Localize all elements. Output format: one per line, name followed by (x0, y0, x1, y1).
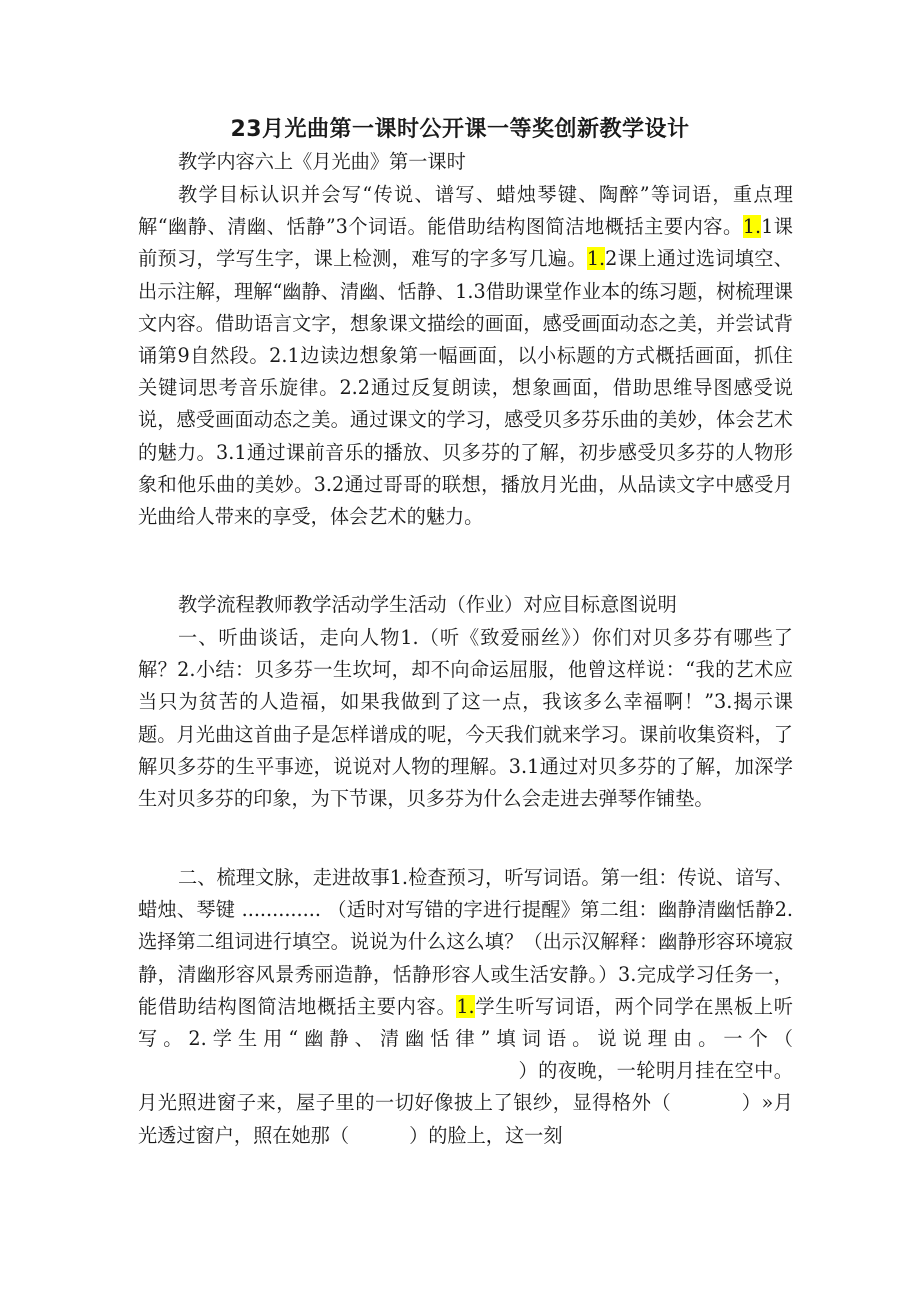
flow-header-text: 教学流程教师教学活动学生活动（作业）对应目标意图说明 (178, 593, 677, 616)
section-2-text-6: ）的脸上，这一刻 (409, 1123, 563, 1147)
section-2-text-4: ）的夜晚，一轮明月挂在空中。月光照进窗子来，屋子里的一切好像披上了银纱，显得格外（ (138, 1059, 793, 1115)
objectives-text-3: 2课上通过选词填空、出示注解，理解“幽静、清幽、恬静、1.3借助课堂作业本的练习题，树梳理课文内容。借助语言文字，想象课文描绘的画面，感受画面动态之美，并尝试背诵第9自然段。2.1边读边想象第一幅画面，以小标题的方式概括画面，抓住关键词思考音乐旋律。2.2通过反复朗读，想象画面，借助思维导图感受说说，感受画面动态之美。通过课文的学习，感受贝多芬乐曲的美妙，体会艺术的魅力。3.1通过课前音乐的播放、贝多芬的了解，初步感受贝多芬的人物形象和他乐曲的美妙。3.2通过哥哥的联想，播放月光曲，从品读文字中感受月光曲给人带来的享受，体会艺术的魅力。 (138, 247, 793, 529)
section-2-text-5: ）»月光透过窗户，照在她那（ (138, 1091, 793, 1147)
teaching-flow-header (138, 589, 793, 621)
teaching-objectives-paragraph (138, 179, 793, 533)
teaching-content-text: 教学内容六上《月光曲》第一课时 (178, 150, 466, 173)
section-2-text-2: （适时对写错的字进行提醒》第二组：幽静清幽恬静2.选择第二组词进行填空。说说为什么这么填？（出示汉解释：幽静形容环境寂静，清幽形容风景秀丽造静，恬静形容人或生活安静。）3.完成学习任务一，能借助结构图简洁地概括主要内容。 (138, 898, 794, 1018)
objectives-text-2: 1课前预习，学写生字，课上检测，难写的字多写几遍。 (138, 215, 793, 271)
highlight-marker: 1. (586, 247, 606, 271)
highlight-marker: 1. (456, 994, 475, 1018)
section-1-paragraph (138, 622, 793, 815)
document-title: 23月光曲第一课时公开课一等奖创新教学设计 (230, 117, 690, 142)
objectives-text-1: 教学目标认识并会写“传说、谱写、蜡烛琴键、陶醉”等词语，重点理解“幽静、清幽、恬静”3个词语。能借助结构图简洁地概括主要内容。 (138, 183, 793, 239)
highlight-marker: 1. (742, 215, 762, 239)
section-1-text: 一、听曲谈话，走向人物1.（听《致爱丽丝》）你们对贝多芬有哪些了解？2.小结：贝多芬一生坎坷，却不向命运屈服，他曾这样说：“我的艺术应当只为贫苦的人造福，如果我做到了这一点，我该多么幸福啊！”3.揭示课题。月光曲这首曲子是怎样谱成的呢，今天我们就来学习。课前收集资料，了解贝多芬的生平事迹，说说对人物的理解。3.1通过对贝多芬的了解，加深学生对贝多芬的印象，为下节课，贝多芬为什么会走进去弹琴作铺垫。 (138, 626, 793, 811)
section-2-text-3: 学生听写词语，两个同学在黑板上听写。2.学生用“幽静、清幽恬律”填词语。说说理由。一个（ (138, 994, 793, 1051)
teaching-content-line (138, 146, 793, 178)
dot-leader: ............. (235, 898, 328, 922)
section-2-paragraph (138, 862, 793, 1152)
section-2-text-1: 二、梳理文脉，走进故事1.检查预习，听写词语。第一组：传说、谙写、蜡烛、琴键 (138, 866, 793, 922)
